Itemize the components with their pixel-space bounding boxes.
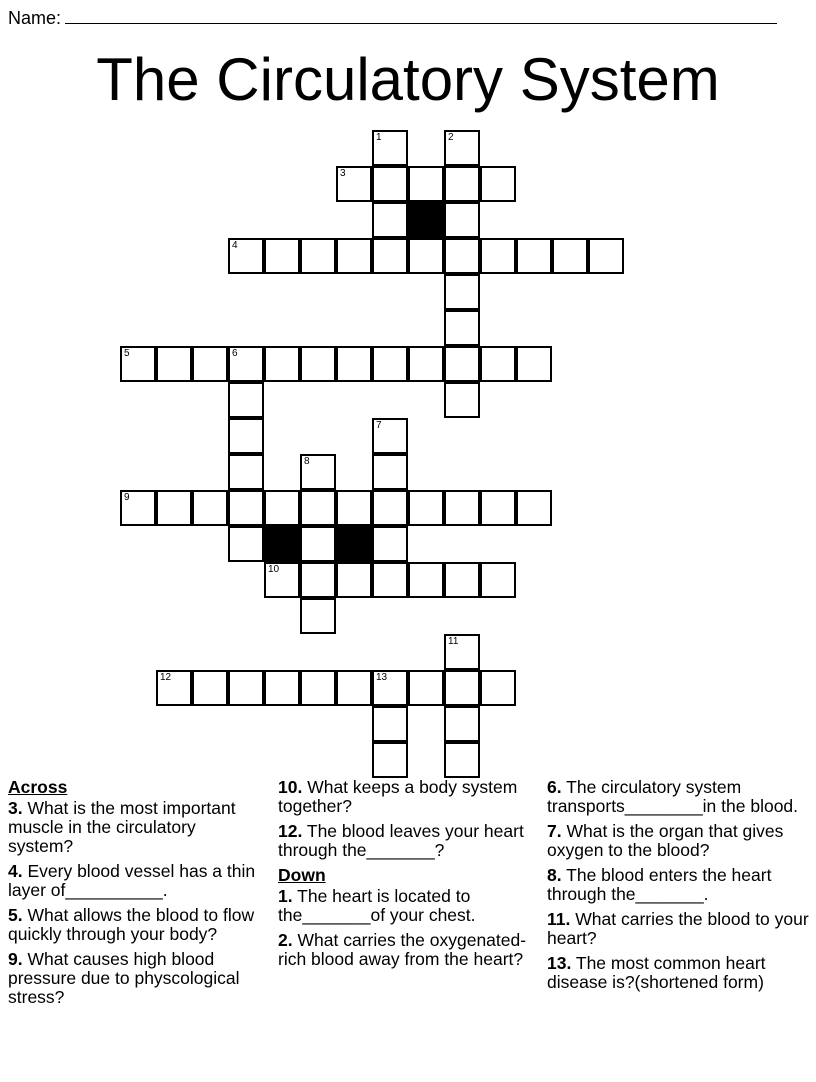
clue-text: What is the most important muscle in the circulatory system? bbox=[8, 798, 236, 856]
across-clue-list-cont bbox=[278, 778, 533, 860]
crossword-cell[interactable] bbox=[120, 490, 156, 526]
crossword-cell[interactable] bbox=[336, 346, 372, 382]
clue-number: 12. bbox=[278, 821, 303, 841]
clue-text: What carries the blood to your heart? bbox=[547, 909, 809, 948]
crossword-cell[interactable] bbox=[156, 346, 192, 382]
clue-number: 11. bbox=[547, 909, 571, 929]
crossword-cell[interactable] bbox=[228, 670, 264, 706]
clue-number: 8. bbox=[547, 865, 562, 885]
down-clue-list bbox=[278, 887, 533, 969]
clue-item bbox=[278, 822, 533, 860]
clues-column-3 bbox=[547, 778, 809, 998]
crossword-cell[interactable] bbox=[552, 238, 588, 274]
crossword-cell[interactable] bbox=[300, 454, 336, 490]
crossword-cell[interactable] bbox=[444, 274, 480, 310]
crossword-cell[interactable] bbox=[444, 202, 480, 238]
clue-number-label: 13 bbox=[376, 672, 388, 683]
clue-number: 5. bbox=[8, 905, 23, 925]
clue-item bbox=[278, 931, 533, 969]
crossword-cell[interactable] bbox=[444, 742, 480, 778]
crossword-cell[interactable] bbox=[228, 238, 264, 274]
clue-number: 9. bbox=[8, 949, 23, 969]
crossword-cell[interactable] bbox=[336, 670, 372, 706]
clue-number-label: 4 bbox=[232, 240, 238, 251]
name-field bbox=[8, 5, 777, 29]
clue-text: What carries the oxygenated-rich blood away from the heart? bbox=[278, 930, 527, 969]
page-title: The Circulatory System bbox=[96, 46, 720, 113]
crossword-cell[interactable] bbox=[372, 490, 408, 526]
clue-text: The most common heart disease is?(shortened form) bbox=[547, 953, 766, 992]
crossword-cell[interactable] bbox=[300, 238, 336, 274]
crossword-cell[interactable] bbox=[588, 238, 624, 274]
crossword-cell[interactable] bbox=[372, 706, 408, 742]
crossword-cell[interactable] bbox=[372, 418, 408, 454]
crossword-cell[interactable] bbox=[372, 562, 408, 598]
crossword-cell[interactable] bbox=[264, 238, 300, 274]
crossword-black-cell bbox=[264, 526, 300, 562]
across-clue-list bbox=[8, 799, 258, 1007]
crossword-black-cell bbox=[408, 202, 444, 238]
crossword-cell[interactable] bbox=[444, 562, 480, 598]
crossword-cell[interactable] bbox=[336, 490, 372, 526]
clue-number-label: 5 bbox=[124, 348, 130, 359]
crossword-cell[interactable] bbox=[372, 346, 408, 382]
clue-item bbox=[8, 950, 258, 1007]
crossword-cell[interactable] bbox=[444, 130, 480, 166]
clue-number-label: 8 bbox=[304, 456, 310, 467]
crossword-cell[interactable] bbox=[372, 202, 408, 238]
clue-number-label: 6 bbox=[232, 348, 238, 359]
crossword-cell[interactable] bbox=[300, 490, 336, 526]
clue-number: 13. bbox=[547, 953, 572, 973]
crossword-cell[interactable] bbox=[300, 346, 336, 382]
clue-number-label: 11 bbox=[448, 636, 459, 647]
clue-number-label: 7 bbox=[376, 420, 382, 431]
clue-number: 10. bbox=[278, 777, 303, 797]
clue-item bbox=[547, 866, 809, 904]
crossword-cell[interactable] bbox=[516, 490, 552, 526]
clue-item bbox=[278, 887, 533, 925]
crossword-cell[interactable] bbox=[300, 670, 336, 706]
clue-text: What keeps a body system together? bbox=[278, 777, 518, 816]
crossword-cell[interactable] bbox=[444, 706, 480, 742]
crossword-cell[interactable] bbox=[336, 562, 372, 598]
crossword-cell[interactable] bbox=[372, 130, 408, 166]
crossword-cell[interactable] bbox=[516, 238, 552, 274]
crossword-cell[interactable] bbox=[480, 346, 516, 382]
crossword-cell[interactable] bbox=[372, 166, 408, 202]
clue-item bbox=[8, 906, 258, 944]
crossword-cell[interactable] bbox=[408, 238, 444, 274]
across-heading: Across bbox=[8, 777, 68, 797]
clue-item bbox=[547, 910, 809, 948]
crossword-cell[interactable] bbox=[516, 346, 552, 382]
clue-text: The heart is located to the_______of your chest. bbox=[278, 886, 476, 925]
clue-text: Every blood vessel has a thin layer of__________. bbox=[8, 861, 256, 900]
clue-item bbox=[547, 778, 809, 816]
crossword-cell[interactable] bbox=[444, 670, 480, 706]
down-clue-list-cont bbox=[547, 778, 809, 992]
crossword-cell[interactable] bbox=[156, 670, 192, 706]
crossword-cell[interactable] bbox=[300, 526, 336, 562]
crossword-cell[interactable] bbox=[228, 346, 264, 382]
crossword-cell[interactable] bbox=[480, 166, 516, 202]
clue-item bbox=[547, 954, 809, 992]
crossword-cell[interactable] bbox=[444, 310, 480, 346]
clue-number-label: 2 bbox=[448, 132, 454, 143]
clue-text: What causes high blood pressure due to physcological stress? bbox=[8, 949, 240, 1007]
down-heading: Down bbox=[278, 865, 326, 885]
crossword-cell[interactable] bbox=[408, 346, 444, 382]
clue-text: What is the organ that gives oxygen to the blood? bbox=[547, 821, 784, 860]
crossword-cell[interactable] bbox=[408, 166, 444, 202]
clues-column-1 bbox=[8, 778, 258, 1013]
crossword-cell[interactable] bbox=[264, 490, 300, 526]
crossword-cell[interactable] bbox=[192, 670, 228, 706]
clue-number-label: 3 bbox=[340, 168, 346, 179]
clue-item bbox=[547, 822, 809, 860]
clue-number-label: 1 bbox=[376, 132, 382, 143]
crossword-cell[interactable] bbox=[156, 490, 192, 526]
crossword-cell[interactable] bbox=[480, 670, 516, 706]
crossword-cell[interactable] bbox=[192, 490, 228, 526]
crossword-cell[interactable] bbox=[300, 598, 336, 634]
clues-column-2 bbox=[278, 778, 533, 975]
clue-text: The circulatory system transports________in the blood. bbox=[547, 777, 799, 816]
clue-number-label: 12 bbox=[160, 672, 172, 683]
clue-item bbox=[278, 778, 533, 816]
crossword-cell[interactable] bbox=[228, 490, 264, 526]
crossword-cell[interactable] bbox=[336, 166, 372, 202]
crossword-cell[interactable] bbox=[444, 238, 480, 274]
clue-number: 1. bbox=[278, 886, 293, 906]
crossword-cell[interactable] bbox=[228, 418, 264, 454]
crossword-cell[interactable] bbox=[264, 562, 300, 598]
crossword-cell[interactable] bbox=[264, 346, 300, 382]
clue-number: 3. bbox=[8, 798, 23, 818]
clue-number-label: 9 bbox=[124, 492, 130, 503]
crossword-cell[interactable] bbox=[480, 490, 516, 526]
clue-number: 6. bbox=[547, 777, 562, 797]
clue-number: 4. bbox=[8, 861, 23, 881]
crossword-cell[interactable] bbox=[372, 238, 408, 274]
crossword-cell[interactable] bbox=[408, 490, 444, 526]
clue-text: The blood enters the heart through the_______. bbox=[547, 865, 772, 904]
crossword-cell[interactable] bbox=[480, 238, 516, 274]
crossword-cell[interactable] bbox=[408, 562, 444, 598]
crossword-cell[interactable] bbox=[372, 526, 408, 562]
crossword-cell[interactable] bbox=[264, 670, 300, 706]
crossword-cell[interactable] bbox=[444, 382, 480, 418]
crossword-cell[interactable] bbox=[444, 166, 480, 202]
crossword-cell[interactable] bbox=[228, 454, 264, 490]
crossword-cell[interactable] bbox=[372, 454, 408, 490]
clue-number-label: 10 bbox=[268, 564, 280, 575]
crossword-cell[interactable] bbox=[120, 346, 156, 382]
crossword-black-cell bbox=[336, 526, 372, 562]
crossword-cell[interactable] bbox=[480, 562, 516, 598]
clue-text: What allows the blood to flow quickly through your body? bbox=[8, 905, 255, 944]
name-blank-line[interactable] bbox=[65, 5, 777, 24]
crossword-cell[interactable] bbox=[336, 238, 372, 274]
clue-number: 7. bbox=[547, 821, 562, 841]
crossword-cell[interactable] bbox=[228, 382, 264, 418]
clue-number: 2. bbox=[278, 930, 293, 950]
clue-item bbox=[8, 862, 258, 900]
crossword-cell[interactable] bbox=[300, 562, 336, 598]
crossword-cell[interactable] bbox=[228, 526, 264, 562]
crossword-cell[interactable] bbox=[372, 670, 408, 706]
crossword-cell[interactable] bbox=[408, 670, 444, 706]
crossword-cell[interactable] bbox=[372, 742, 408, 778]
name-label: Name: bbox=[8, 8, 62, 28]
crossword-cell[interactable] bbox=[444, 346, 480, 382]
crossword-cell[interactable] bbox=[192, 346, 228, 382]
clue-text: The blood leaves your heart through the_______? bbox=[278, 821, 524, 860]
crossword-cell[interactable] bbox=[444, 490, 480, 526]
crossword-cell[interactable] bbox=[444, 634, 480, 670]
clue-item bbox=[8, 799, 258, 856]
